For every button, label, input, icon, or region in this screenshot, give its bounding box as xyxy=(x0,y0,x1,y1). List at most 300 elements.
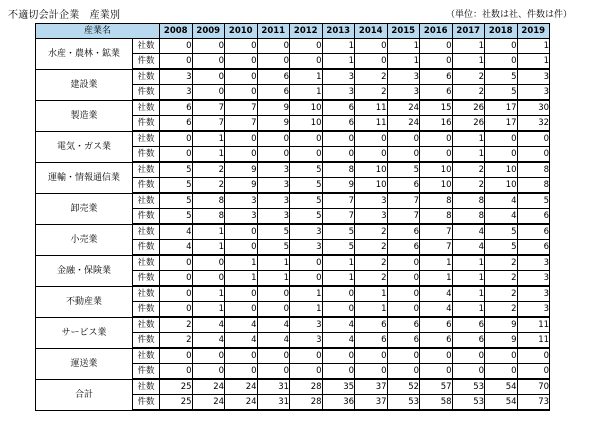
companies-cell: 1 xyxy=(225,255,258,271)
cases-cell: 8 xyxy=(452,209,485,225)
companies-cell: 3 xyxy=(517,69,550,85)
companies-cell: 0 xyxy=(517,131,550,147)
table-body xyxy=(36,39,550,411)
companies-cell: 5 xyxy=(160,193,193,209)
cases-cell: 0 xyxy=(355,147,388,163)
cases-cell: 6 xyxy=(387,178,420,194)
companies-cell: 0 xyxy=(225,131,258,147)
industry-name: サービス業 xyxy=(36,317,133,348)
cases-cell: 11 xyxy=(517,333,550,349)
companies-cell: 0 xyxy=(452,348,485,364)
cases-cell: 0 xyxy=(225,302,258,318)
cases-cell: 4 xyxy=(452,240,485,256)
companies-cell: 6 xyxy=(420,69,453,85)
companies-cell: 2 xyxy=(355,69,388,85)
industry-name: 運輸・情報通信業 xyxy=(36,162,133,193)
companies-cell: 3 xyxy=(355,193,388,209)
cases-cell: 1 xyxy=(452,54,485,70)
cases-cell: 6 xyxy=(517,240,550,256)
companies-cell: 5 xyxy=(257,224,290,240)
cases-cell: 3 xyxy=(290,333,323,349)
table-row xyxy=(36,131,550,147)
companies-cell: 0 xyxy=(257,286,290,302)
companies-cell: 3 xyxy=(257,162,290,178)
cases-cell: 1 xyxy=(290,302,323,318)
cases-cell: 3 xyxy=(517,271,550,287)
metric-label-cases: 件数 xyxy=(133,302,160,318)
companies-cell: 0 xyxy=(160,131,193,147)
companies-cell: 3 xyxy=(225,193,258,209)
companies-cell: 5 xyxy=(290,193,323,209)
companies-cell: 0 xyxy=(485,131,518,147)
cases-cell: 54 xyxy=(485,395,518,411)
companies-cell: 1 xyxy=(387,39,420,54)
companies-cell: 24 xyxy=(387,100,420,116)
metric-label-cases: 件数 xyxy=(133,240,160,256)
companies-cell: 0 xyxy=(257,131,290,147)
companies-cell: 6 xyxy=(387,317,420,333)
companies-cell: 57 xyxy=(420,379,453,395)
industry-name: 水産・農林・鉱業 xyxy=(36,39,133,70)
companies-cell: 0 xyxy=(420,131,453,147)
cases-cell: 0 xyxy=(257,54,290,70)
cases-cell: 2 xyxy=(355,271,388,287)
companies-cell: 53 xyxy=(452,379,485,395)
industry-name: 運送業 xyxy=(36,348,133,379)
cases-cell: 1 xyxy=(192,240,225,256)
year-header: 2018 xyxy=(485,24,518,39)
cases-cell: 0 xyxy=(192,271,225,287)
cases-cell: 0 xyxy=(387,271,420,287)
companies-cell: 8 xyxy=(192,193,225,209)
metric-label-cases: 件数 xyxy=(133,178,160,194)
companies-cell: 0 xyxy=(192,348,225,364)
cases-cell: 0 xyxy=(485,147,518,163)
companies-cell: 31 xyxy=(257,379,290,395)
companies-cell: 5 xyxy=(290,162,323,178)
cases-cell: 53 xyxy=(387,395,420,411)
cases-cell: 6 xyxy=(322,116,355,132)
cases-cell: 1 xyxy=(225,271,258,287)
cases-cell: 0 xyxy=(160,302,193,318)
companies-cell: 5 xyxy=(160,162,193,178)
cases-cell: 37 xyxy=(355,395,388,411)
cases-cell: 2 xyxy=(485,271,518,287)
companies-cell: 5 xyxy=(485,224,518,240)
cases-cell: 6 xyxy=(160,116,193,132)
cases-cell: 10 xyxy=(355,178,388,194)
companies-cell: 8 xyxy=(420,193,453,209)
cases-cell: 9 xyxy=(322,178,355,194)
companies-cell: 6 xyxy=(387,224,420,240)
cases-cell: 0 xyxy=(225,147,258,163)
cases-cell: 0 xyxy=(387,302,420,318)
cases-cell: 5 xyxy=(257,240,290,256)
cases-cell: 0 xyxy=(290,364,323,380)
companies-cell: 0 xyxy=(225,224,258,240)
cases-cell: 7 xyxy=(420,240,453,256)
cases-cell: 3 xyxy=(322,85,355,101)
companies-cell: 2 xyxy=(452,69,485,85)
companies-cell: 0 xyxy=(322,286,355,302)
companies-cell: 0 xyxy=(290,131,323,147)
cases-cell: 5 xyxy=(290,178,323,194)
companies-cell: 4 xyxy=(160,224,193,240)
companies-cell: 1 xyxy=(290,69,323,85)
cases-cell: 3 xyxy=(290,240,323,256)
companies-cell: 6 xyxy=(355,317,388,333)
cases-cell: 0 xyxy=(387,147,420,163)
year-header: 2012 xyxy=(290,24,323,39)
companies-cell: 1 xyxy=(452,131,485,147)
cases-cell: 1 xyxy=(355,302,388,318)
cases-cell: 0 xyxy=(257,364,290,380)
companies-cell: 5 xyxy=(485,69,518,85)
cases-cell: 7 xyxy=(225,116,258,132)
cases-cell: 3 xyxy=(517,85,550,101)
companies-cell: 4 xyxy=(192,317,225,333)
cases-cell: 8 xyxy=(517,178,550,194)
industry-name: 卸売業 xyxy=(36,193,133,224)
companies-cell: 0 xyxy=(290,39,323,54)
cases-cell: 4 xyxy=(420,302,453,318)
cases-cell: 3 xyxy=(257,209,290,225)
companies-cell: 4 xyxy=(257,317,290,333)
cases-cell: 17 xyxy=(485,116,518,132)
companies-cell: 5 xyxy=(517,193,550,209)
cases-cell: 26 xyxy=(452,116,485,132)
cases-cell: 4 xyxy=(257,333,290,349)
cases-cell: 2 xyxy=(452,178,485,194)
companies-cell: 3 xyxy=(257,193,290,209)
companies-cell: 0 xyxy=(160,39,193,54)
cases-cell: 1 xyxy=(257,271,290,287)
companies-cell: 52 xyxy=(387,379,420,395)
companies-cell: 0 xyxy=(420,348,453,364)
companies-cell: 1 xyxy=(192,131,225,147)
companies-cell: 0 xyxy=(485,39,518,54)
cases-cell: 0 xyxy=(225,240,258,256)
cases-cell: 2 xyxy=(192,178,225,194)
companies-cell: 3 xyxy=(322,69,355,85)
companies-cell: 11 xyxy=(355,100,388,116)
companies-cell: 54 xyxy=(485,379,518,395)
metric-label-cases: 件数 xyxy=(133,271,160,287)
companies-cell: 1 xyxy=(257,255,290,271)
metric-label-companies: 社数 xyxy=(133,379,160,395)
companies-cell: 3 xyxy=(160,69,193,85)
cases-cell: 0 xyxy=(387,364,420,380)
metric-label-companies: 社数 xyxy=(133,224,160,240)
cases-cell: 25 xyxy=(160,395,193,411)
companies-cell: 0 xyxy=(387,286,420,302)
cases-cell: 1 xyxy=(420,271,453,287)
cases-cell: 0 xyxy=(517,364,550,380)
year-header: 2017 xyxy=(452,24,485,39)
cases-cell: 0 xyxy=(517,147,550,163)
cases-cell: 0 xyxy=(355,54,388,70)
header-row xyxy=(36,24,550,39)
cases-cell: 6 xyxy=(257,85,290,101)
companies-cell: 9 xyxy=(257,100,290,116)
companies-cell: 11 xyxy=(517,317,550,333)
cases-cell: 6 xyxy=(355,333,388,349)
companies-cell: 24 xyxy=(192,379,225,395)
companies-cell: 6 xyxy=(257,69,290,85)
cases-cell: 5 xyxy=(322,240,355,256)
cases-cell: 0 xyxy=(192,364,225,380)
companies-cell: 1 xyxy=(452,286,485,302)
cases-cell: 0 xyxy=(485,54,518,70)
metric-label-companies: 社数 xyxy=(133,193,160,209)
companies-cell: 8 xyxy=(322,162,355,178)
companies-cell: 0 xyxy=(160,286,193,302)
companies-cell: 0 xyxy=(257,39,290,54)
companies-cell: 10 xyxy=(420,162,453,178)
cases-cell: 10 xyxy=(420,178,453,194)
metric-label-companies: 社数 xyxy=(133,317,160,333)
cases-cell: 3 xyxy=(355,209,388,225)
cases-cell: 24 xyxy=(225,395,258,411)
cases-cell: 3 xyxy=(387,85,420,101)
companies-cell: 0 xyxy=(160,348,193,364)
cases-cell: 9 xyxy=(225,178,258,194)
companies-cell: 10 xyxy=(290,100,323,116)
year-header: 2009 xyxy=(192,24,225,39)
companies-cell: 1 xyxy=(517,39,550,54)
companies-cell: 3 xyxy=(290,317,323,333)
metric-label-cases: 件数 xyxy=(133,364,160,380)
companies-cell: 0 xyxy=(355,348,388,364)
cases-cell: 5 xyxy=(485,240,518,256)
cases-cell: 0 xyxy=(192,54,225,70)
cases-cell: 32 xyxy=(517,116,550,132)
cases-cell: 0 xyxy=(322,364,355,380)
cases-cell: 0 xyxy=(257,147,290,163)
companies-cell: 3 xyxy=(517,286,550,302)
industry-name: 合計 xyxy=(36,379,133,410)
cases-cell: 7 xyxy=(322,209,355,225)
companies-cell: 0 xyxy=(387,255,420,271)
companies-cell: 6 xyxy=(420,317,453,333)
metric-label-companies: 社数 xyxy=(133,39,160,54)
metric-label-cases: 件数 xyxy=(133,395,160,411)
table-row xyxy=(36,317,550,333)
industry-name: 電気・ガス業 xyxy=(36,131,133,162)
cases-cell: 4 xyxy=(322,333,355,349)
table-row xyxy=(36,39,550,54)
companies-cell: 0 xyxy=(257,348,290,364)
companies-cell: 0 xyxy=(225,69,258,85)
companies-cell: 1 xyxy=(452,255,485,271)
cases-cell: 8 xyxy=(192,209,225,225)
metric-label-companies: 社数 xyxy=(133,69,160,85)
metric-label-companies: 社数 xyxy=(133,286,160,302)
cases-cell: 0 xyxy=(225,54,258,70)
companies-cell: 1 xyxy=(192,224,225,240)
cases-cell: 6 xyxy=(420,333,453,349)
companies-cell: 0 xyxy=(322,348,355,364)
companies-cell: 2 xyxy=(355,255,388,271)
metric-label-companies: 社数 xyxy=(133,348,160,364)
industry-name: 製造業 xyxy=(36,100,133,131)
industry-name: 建設業 xyxy=(36,69,133,100)
cases-cell: 0 xyxy=(420,364,453,380)
companies-cell: 3 xyxy=(517,255,550,271)
cases-cell: 0 xyxy=(290,54,323,70)
corner-label: 産業名 xyxy=(36,24,160,39)
cases-cell: 4 xyxy=(160,240,193,256)
year-header: 2013 xyxy=(322,24,355,39)
companies-cell: 0 xyxy=(387,131,420,147)
companies-cell: 24 xyxy=(225,379,258,395)
cases-cell: 0 xyxy=(290,147,323,163)
cases-cell: 5 xyxy=(160,178,193,194)
cases-cell: 36 xyxy=(322,395,355,411)
cases-cell: 6 xyxy=(452,333,485,349)
cases-cell: 0 xyxy=(160,271,193,287)
cases-cell: 3 xyxy=(517,302,550,318)
page-title: 不適切会計企業 産業別 xyxy=(8,10,121,21)
industry-name: 小売業 xyxy=(36,224,133,255)
cases-cell: 58 xyxy=(420,395,453,411)
cases-cell: 7 xyxy=(192,116,225,132)
cases-cell: 2 xyxy=(355,240,388,256)
cases-cell: 0 xyxy=(355,364,388,380)
companies-cell: 6 xyxy=(160,100,193,116)
cases-cell: 0 xyxy=(160,54,193,70)
year-header: 2008 xyxy=(160,24,193,39)
companies-cell: 7 xyxy=(192,100,225,116)
metric-label-cases: 件数 xyxy=(133,209,160,225)
companies-cell: 4 xyxy=(322,317,355,333)
year-header: 2016 xyxy=(420,24,453,39)
cases-cell: 9 xyxy=(485,333,518,349)
cases-cell: 5 xyxy=(290,209,323,225)
year-header: 2010 xyxy=(225,24,258,39)
cases-cell: 2 xyxy=(355,85,388,101)
cases-cell: 28 xyxy=(290,395,323,411)
year-header: 2015 xyxy=(387,24,420,39)
cases-cell: 0 xyxy=(452,364,485,380)
companies-cell: 8 xyxy=(517,162,550,178)
cases-cell: 16 xyxy=(420,116,453,132)
unit-note: （単位：社数は社、件数は件） xyxy=(445,10,572,20)
companies-cell: 0 xyxy=(192,39,225,54)
cases-cell: 24 xyxy=(192,395,225,411)
metric-label-cases: 件数 xyxy=(133,85,160,101)
cases-cell: 1 xyxy=(452,271,485,287)
table-row xyxy=(36,286,550,302)
year-header: 2011 xyxy=(257,24,290,39)
companies-cell: 2 xyxy=(452,162,485,178)
companies-cell: 4 xyxy=(452,224,485,240)
cases-cell: 0 xyxy=(192,85,225,101)
companies-cell: 2 xyxy=(485,286,518,302)
cases-cell: 5 xyxy=(160,209,193,225)
cases-cell: 0 xyxy=(257,302,290,318)
cases-cell: 2 xyxy=(160,333,193,349)
year-header: 2019 xyxy=(517,24,550,39)
companies-cell: 0 xyxy=(322,131,355,147)
metric-label-companies: 社数 xyxy=(133,100,160,116)
companies-cell: 0 xyxy=(225,348,258,364)
companies-cell: 0 xyxy=(420,39,453,54)
cases-cell: 1 xyxy=(322,54,355,70)
cases-cell: 1 xyxy=(387,54,420,70)
cases-cell: 1 xyxy=(290,85,323,101)
industry-name: 不動産業 xyxy=(36,286,133,317)
companies-cell: 5 xyxy=(322,224,355,240)
cases-cell: 10 xyxy=(485,178,518,194)
cases-cell: 0 xyxy=(225,85,258,101)
cases-cell: 0 xyxy=(160,364,193,380)
companies-cell: 1 xyxy=(322,39,355,54)
companies-cell: 6 xyxy=(517,224,550,240)
cases-cell: 11 xyxy=(355,116,388,132)
cases-cell: 6 xyxy=(420,85,453,101)
industry-table xyxy=(35,23,550,411)
companies-cell: 70 xyxy=(517,379,550,395)
companies-cell: 35 xyxy=(322,379,355,395)
companies-cell: 4 xyxy=(420,286,453,302)
companies-cell: 0 xyxy=(290,255,323,271)
metric-label-companies: 社数 xyxy=(133,162,160,178)
companies-cell: 0 xyxy=(485,348,518,364)
cases-cell: 9 xyxy=(257,116,290,132)
companies-cell: 28 xyxy=(290,379,323,395)
companies-cell: 10 xyxy=(355,162,388,178)
metric-label-cases: 件数 xyxy=(133,54,160,70)
companies-cell: 0 xyxy=(517,348,550,364)
companies-cell: 5 xyxy=(387,162,420,178)
cases-cell: 0 xyxy=(322,302,355,318)
companies-cell: 3 xyxy=(290,224,323,240)
cases-cell: 1 xyxy=(452,147,485,163)
companies-cell: 17 xyxy=(485,100,518,116)
cases-cell: 1 xyxy=(452,302,485,318)
metric-label-companies: 社数 xyxy=(133,255,160,271)
companies-cell: 9 xyxy=(485,317,518,333)
cases-cell: 1 xyxy=(322,271,355,287)
companies-cell: 30 xyxy=(517,100,550,116)
cases-cell: 7 xyxy=(387,209,420,225)
companies-cell: 1 xyxy=(355,286,388,302)
companies-cell: 8 xyxy=(452,193,485,209)
industry-name: 金融・保険業 xyxy=(36,255,133,286)
table-row xyxy=(36,69,550,85)
cases-cell: 3 xyxy=(160,85,193,101)
cases-cell: 1 xyxy=(192,302,225,318)
companies-cell: 1 xyxy=(192,286,225,302)
companies-cell: 37 xyxy=(355,379,388,395)
cases-cell: 2 xyxy=(485,302,518,318)
table-row xyxy=(36,348,550,364)
cases-cell: 4 xyxy=(225,333,258,349)
cases-cell: 1 xyxy=(517,54,550,70)
cases-cell: 53 xyxy=(452,395,485,411)
cases-cell: 6 xyxy=(387,240,420,256)
companies-cell: 7 xyxy=(387,193,420,209)
companies-cell: 2 xyxy=(160,317,193,333)
table-row xyxy=(36,100,550,116)
companies-cell: 7 xyxy=(225,100,258,116)
metric-label-cases: 件数 xyxy=(133,147,160,163)
cases-cell: 4 xyxy=(485,209,518,225)
cases-cell: 0 xyxy=(160,147,193,163)
companies-cell: 1 xyxy=(420,255,453,271)
cases-cell: 0 xyxy=(420,147,453,163)
